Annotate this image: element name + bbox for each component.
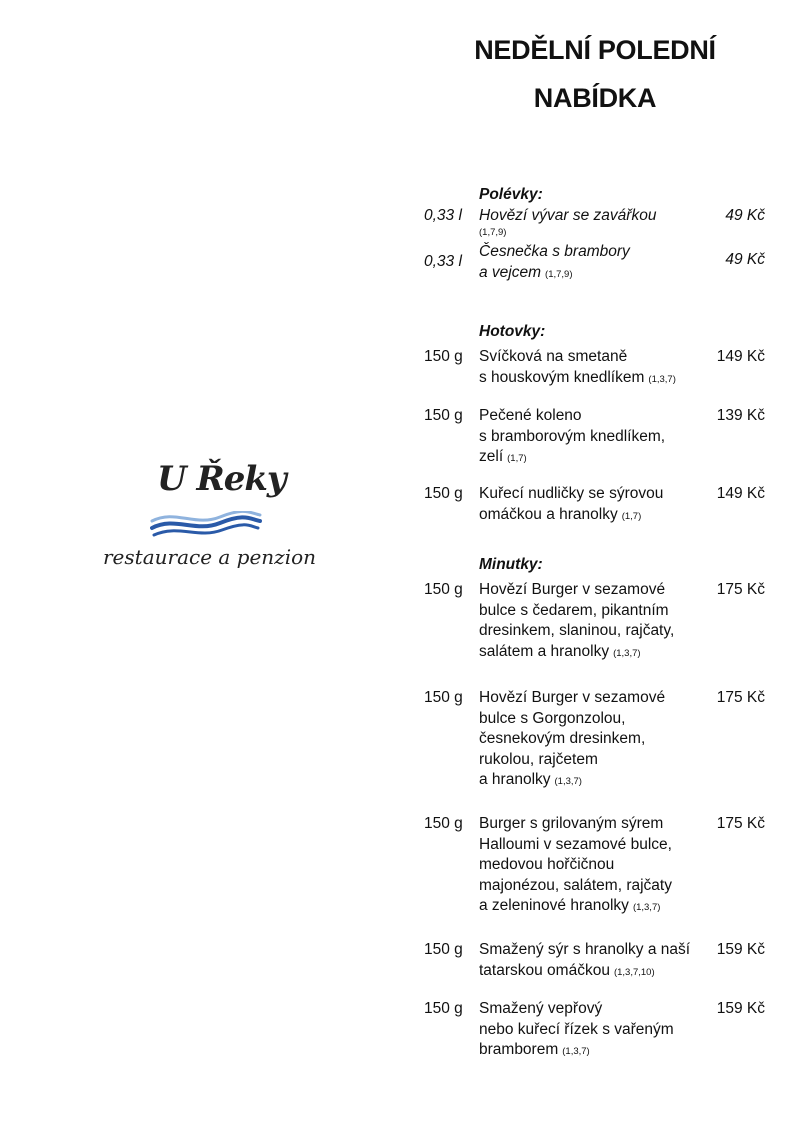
item-description-line <box>479 709 709 730</box>
logo-subtitle: restaurace a penzion <box>103 545 317 569</box>
item-description-line <box>479 1020 709 1041</box>
item-allergens: (1,3,7) <box>562 1046 590 1057</box>
restaurant-logo <box>95 455 325 585</box>
item-quantity: 150 g <box>424 941 463 958</box>
item-description-line <box>479 855 709 876</box>
logo-name: U Řeky <box>157 459 286 499</box>
item-allergens: (1,3,7,10) <box>613 966 655 978</box>
item-quantity: 150 g <box>424 815 463 832</box>
item-description <box>479 484 709 527</box>
item-description-text: Hovězí Burger v sezamové <box>479 689 666 706</box>
item-price: 175 Kč <box>716 581 765 598</box>
item-quantity: 150 g <box>424 348 463 365</box>
item-description-line <box>479 750 709 771</box>
item-price: 159 Kč <box>716 1000 765 1017</box>
item-description-line <box>479 896 709 919</box>
item-allergens: (1,3,7) <box>554 776 582 787</box>
section-heading-minute-meals: Minutky: <box>479 556 543 573</box>
item-description-text: bramborem <box>479 1041 559 1058</box>
section-heading-soups: Polévky: <box>479 186 543 203</box>
item-description-text: bulce s čedarem, pikantním <box>479 601 669 619</box>
item-description-text: Hovězí Burger v sezamové <box>479 581 666 598</box>
item-description-line <box>479 940 709 961</box>
item-description-text: Kuřecí nudličky se sýrovou <box>479 485 664 502</box>
item-description-line <box>479 999 709 1020</box>
item-allergens: (1,7) <box>507 453 527 464</box>
item-description-text: s houskovým knedlíkem <box>479 368 645 386</box>
item-description-text: Smažený vepřový <box>479 1000 603 1017</box>
menu-title-line-2: NABÍDKA <box>533 83 657 113</box>
item-description-line <box>479 447 709 470</box>
item-description-line <box>479 770 709 793</box>
item-allergens: (1,7,9) <box>479 226 507 238</box>
item-description-line <box>479 263 709 286</box>
item-description-text: salátem a hranolky <box>479 642 610 660</box>
item-description-text: zelí <box>479 448 504 465</box>
item-description <box>479 814 709 919</box>
item-quantity: 0,33 l <box>424 207 462 224</box>
item-description-text: Pečené koleno <box>479 407 582 424</box>
item-price: 49 Kč <box>725 251 765 268</box>
item-description-line <box>479 242 709 263</box>
item-quantity: 150 g <box>424 1000 463 1017</box>
item-quantity: 150 g <box>424 407 463 424</box>
item-description-text: a hranolky <box>479 771 551 788</box>
item-description-text: majonézou, salátem, rajčaty <box>479 876 672 894</box>
item-description-line <box>479 961 709 984</box>
item-price: 49 Kč <box>725 207 765 224</box>
item-description <box>479 940 709 983</box>
item-description-line <box>479 406 709 427</box>
item-description-text: česnekovým dresinkem, <box>479 730 646 747</box>
item-description-text: Halloumi v sezamové bulce, <box>479 835 672 853</box>
wave-icon <box>150 511 262 541</box>
item-description-line <box>479 835 709 856</box>
item-description <box>479 242 709 285</box>
item-price: 149 Kč <box>716 348 765 365</box>
item-description-text: s bramborovým knedlíkem, <box>479 427 666 445</box>
item-allergens: (1,3,7) <box>648 373 676 385</box>
item-description-text: omáčkou a hranolky <box>479 505 618 523</box>
item-description-text: a zeleninové hranolky <box>479 897 629 914</box>
item-description-text: tatarskou omáčkou <box>479 961 610 979</box>
item-allergens: (1,7,9) <box>545 268 573 280</box>
item-description <box>479 406 709 470</box>
item-description <box>479 688 709 793</box>
item-description <box>479 580 709 664</box>
item-description-line <box>479 484 709 505</box>
item-description-line <box>479 368 709 391</box>
item-description-text: dresinkem, slaninou, rajčaty, <box>479 622 675 639</box>
item-description-line <box>479 601 709 622</box>
item-description-text: Hovězí vývar se zavářkou <box>479 207 657 224</box>
item-quantity: 0,33 l <box>424 253 462 270</box>
item-price: 149 Kč <box>716 485 765 502</box>
item-description-line <box>479 580 709 601</box>
item-price: 175 Kč <box>716 689 765 706</box>
item-description-text: Smažený sýr s hranolky a naší <box>479 941 691 958</box>
item-description-line <box>479 621 709 642</box>
item-description-text: Burger s grilovaným sýrem <box>479 815 664 832</box>
item-price: 139 Kč <box>716 407 765 424</box>
item-description-text: a vejcem <box>479 263 542 281</box>
item-description-line <box>479 729 709 750</box>
item-description-text: rukolou, rajčetem <box>479 750 598 768</box>
item-allergens: (1,3,7) <box>613 647 641 659</box>
menu-title-line-1: NEDĚLNÍ POLEDNÍ <box>474 35 716 65</box>
item-price: 175 Kč <box>716 815 765 832</box>
item-description <box>479 206 709 239</box>
item-quantity: 150 g <box>424 485 463 502</box>
item-allergens: (1,3,7) <box>632 902 661 913</box>
item-description-line <box>479 688 709 709</box>
item-description <box>479 999 709 1063</box>
item-description-text: Česnečka s brambory <box>479 243 630 260</box>
section-heading-ready-meals: Hotovky: <box>479 323 546 340</box>
item-description-line <box>479 505 709 528</box>
item-description-line <box>479 1040 709 1063</box>
item-description-line <box>479 814 709 835</box>
item-description <box>479 347 709 390</box>
item-description-line <box>479 642 709 665</box>
item-description-text: bulce s Gorgonzolou, <box>479 709 626 727</box>
item-description-line <box>479 876 709 897</box>
item-description-line <box>479 347 709 368</box>
item-quantity: 150 g <box>424 689 463 706</box>
item-allergens: (1,7) <box>621 510 642 522</box>
item-description-line <box>479 427 709 448</box>
item-description-text: nebo kuřecí řízek s vařeným <box>479 1020 674 1038</box>
item-description-text: medovou hořčičnou <box>479 856 615 873</box>
item-description-line <box>479 206 709 227</box>
item-description-text: Svíčková na smetaně <box>479 348 628 365</box>
item-quantity: 150 g <box>424 581 463 598</box>
item-price: 159 Kč <box>716 941 765 958</box>
